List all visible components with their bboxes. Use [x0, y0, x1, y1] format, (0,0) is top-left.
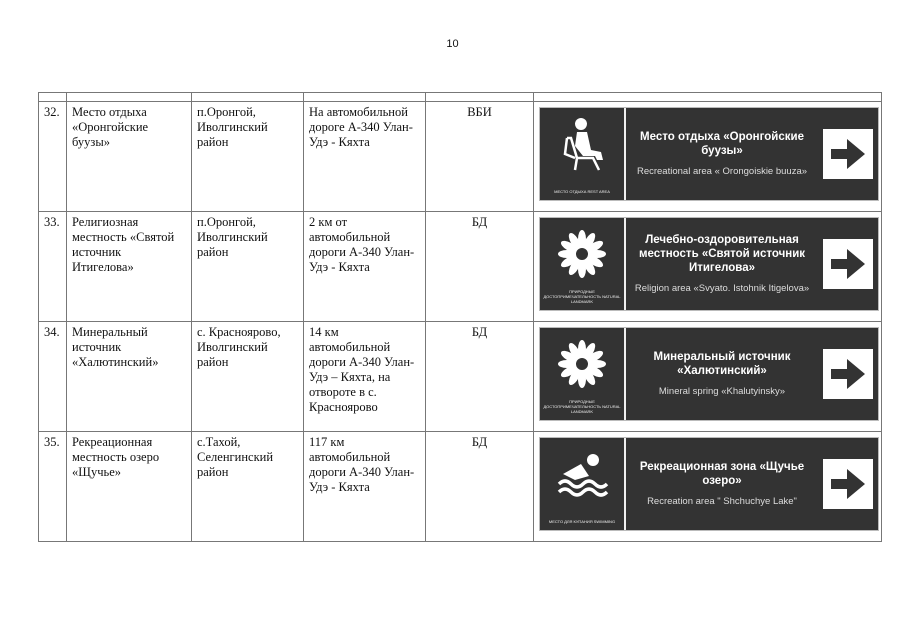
row-number: 34. — [39, 322, 67, 432]
direction-arrow — [818, 218, 878, 310]
sign-text — [626, 438, 818, 530]
road-sign — [539, 437, 879, 531]
daisy-flower-icon — [555, 226, 609, 284]
row-number: 33. — [39, 212, 67, 322]
sign-title: Минеральный источник «Халютинский» — [653, 351, 791, 377]
object-location: с. Красноярово, Иволгинский район — [192, 322, 304, 432]
daisy-flower-icon — [555, 336, 609, 394]
sign-title: Лечебно-оздоровительная местность «Святой источник Итигелова» — [638, 234, 806, 274]
road-sign — [539, 327, 879, 421]
row-number: 32. — [39, 102, 67, 212]
sign-text — [626, 218, 818, 310]
sign-pictogram — [540, 438, 626, 530]
sign-cell — [534, 322, 882, 432]
sign-text — [626, 328, 818, 420]
arrow-right-icon — [823, 129, 873, 179]
object-name: Религиозная местность «Святой источник Итигелова» — [67, 212, 192, 322]
sign-pictogram — [540, 108, 626, 200]
table-row — [39, 322, 882, 432]
table-row — [39, 212, 882, 322]
pictogram-caption: ПРИРОДНЫЕ ДОСТОПРИМЕЧАТЕЛЬНОСТЬ NATURAL LANDMARK — [543, 289, 621, 304]
sign-text — [626, 108, 818, 200]
swimmer-icon — [555, 446, 609, 504]
direction-arrow — [818, 108, 878, 200]
sign-cell — [534, 432, 882, 542]
sign-title: Место отдыха «Оронгойские буузы» — [640, 131, 804, 157]
direction-arrow — [818, 438, 878, 530]
pictogram-caption: ПРИРОДНЫЕ ДОСТОПРИМЕЧАТЕЛЬНОСТЬ NATURAL LANDMARK — [543, 399, 621, 414]
sign-subtitle: Religion area «Svyato. Istohnik Itigelova» — [634, 283, 810, 294]
sign-subtitle: Recreation area " Shchuchye Lake" — [647, 496, 797, 507]
page-number: 10 — [446, 38, 459, 50]
object-type: БД — [426, 322, 534, 432]
object-type: БД — [426, 432, 534, 542]
object-location: п.Оронгой, Иволгинский район — [192, 102, 304, 212]
object-type: ВБИ — [426, 102, 534, 212]
arrow-right-icon — [823, 459, 873, 509]
sign-pictogram — [540, 218, 626, 310]
object-access: На автомобильной дороге А-340 Улан-Удэ - Кяхта — [304, 102, 426, 212]
object-name: Место отдыха «Оронгойские буузы» — [67, 102, 192, 212]
object-access: 14 км автомобильной дороги А-340 Улан-Удэ – Кяхта, на отвороте в с. Красноярово — [304, 322, 426, 432]
sign-subtitle: Mineral spring «Khalutyinsky» — [658, 386, 786, 397]
seated-person-icon — [555, 116, 609, 174]
object-access: 117 км автомобильной дороги А-340 Улан-Удэ - Кяхта — [304, 432, 426, 542]
pictogram-caption: МЕСТО ДЛЯ КУПАНИЯ SWIMMING — [548, 519, 616, 524]
object-access: 2 км от автомобильной дороги А-340 Улан-Удэ - Кяхта — [304, 212, 426, 322]
object-type: БД — [426, 212, 534, 322]
sign-subtitle: Recreational area « Orongoiskie buuza» — [636, 166, 808, 177]
arrow-right-icon — [823, 349, 873, 399]
sign-pictogram — [540, 328, 626, 420]
object-name: Рекреационная местность озеро «Щучье» — [67, 432, 192, 542]
direction-arrow — [818, 328, 878, 420]
table-row — [39, 432, 882, 542]
object-name: Минеральный источник «Халютинский» — [67, 322, 192, 432]
row-number: 35. — [39, 432, 67, 542]
sign-cell — [534, 212, 882, 322]
sign-cell — [534, 102, 882, 212]
pictogram-caption: МЕСТО ОТДЫХА REST AREA — [554, 189, 610, 194]
arrow-right-icon — [823, 239, 873, 289]
table-row — [39, 102, 882, 212]
table-header-row — [39, 93, 882, 102]
object-location: п.Оронгой, Иволгинский район — [192, 212, 304, 322]
road-sign — [539, 107, 879, 201]
road-signs-table — [38, 92, 882, 542]
road-sign — [539, 217, 879, 311]
object-location: с.Тахой, Селенгинский район — [192, 432, 304, 542]
sign-title: Рекреационная зона «Щучье озеро» — [639, 461, 805, 487]
